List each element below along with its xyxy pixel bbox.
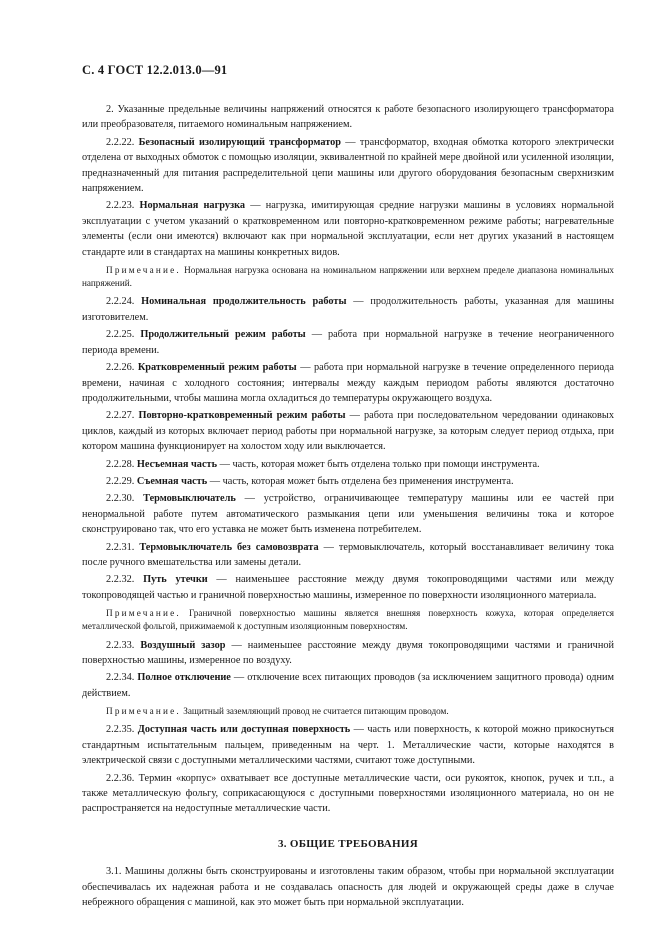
definition-paragraph [82,491,614,537]
page-header: С. 4 ГОСТ 12.2.013.0—91 [82,63,228,77]
clause-number: 2.2.23. [106,200,135,212]
defined-term: Термовыключатель [143,493,236,505]
definition-paragraph [82,294,614,325]
definition-paragraph [82,135,614,197]
definition-text: — часть, которая может быть отделена только при помощи инструмента. [217,458,540,470]
note-text: Нормальная нагрузка основана на номинальном напряжении или верхнем пределе диапазона номинальных напряжений. [82,265,614,289]
clause-number: 2.2.29. [106,475,135,487]
definition-paragraph [82,638,614,669]
definition-text: — продолжительность работы, указанная для машины изготовителем. [82,296,615,323]
definition-paragraph [82,572,614,603]
note-text: Защитный заземляющий провод не считается питающим проводом. [180,706,449,717]
defined-term: Несъемная часть [136,458,218,470]
clause-number: 2.2.25. [106,329,135,341]
clause-number: 2.2.32. [106,574,135,586]
definition-text: — часть, которая может быть отделена без применения инструмента. [207,475,514,487]
defined-term: Термовыключатель без самовозврата [139,541,319,553]
clause-number: 2.2.27. [106,410,135,422]
definition-text: — работа при последовательном чередовании одинаковых циклов, каждый из которых включает период работы при нормальной нагрузке, за которым следует период отдыха, при котором машина функционирует на холостом ходу или выключается. [82,410,614,453]
defined-term: Нормальная нагрузка [139,200,246,212]
definition-paragraph [82,670,614,701]
definition-text: — работа при нормальной нагрузке в течение неограниченного периода времени. [82,329,615,356]
note-paragraph [82,607,614,633]
definition-text: — устройство, ограничивающее температуру машины или ее частей при ненормальной работе путем автоматического размыкания цепи или уменьшения величины тока и которое сконструировано так, что его уставка не может быть изменена потребителем. [82,493,615,536]
paragraph-list [82,102,614,817]
section-paragraph-list [82,864,614,910]
defined-term: Доступная часть или доступная поверхность [137,724,351,736]
defined-term: Номинальная продолжительность работы [141,296,347,308]
definition-text: — нагрузка, имитирующая средние нагрузки машины в условиях нормальной эксплуатации с учетом указаний о кратковременном или повторно-кратковременном режиме работы; нагревательные элементы (если они имеются) включают как при нормальной эксплуатации, если нет других указаний в настоящем стандарте или в стандартах на машины конкретных видов. [82,200,614,258]
section-paragraph: 3.1. Машины должны быть сконструированы и изготовлены таким образом, чтобы при нормальной эксплуатации обеспечивалась их надежная работа и не создавалась опасность для людей и окружающей среды даже в случае небрежного обращения с машиной, как это может быть при нормальной эксплуатации. [82,866,614,909]
note-label: Примечание. [106,265,181,276]
defined-term: Полное отключение [137,672,231,684]
text-paragraph: 2.2.36. Термин «корпус» охватывает все доступные металлические части, оси рукояток, кнопок, ручек и т.п., а также металлическую фольгу, соприкасающуюся с доступными поверхностями изоляционного материала, но он не распространяется на недоступные металлические части. [82,772,614,815]
definition-text: — работа при нормальной нагрузке в течение определенного периода времени, начиная с холодного состояния; интервалы между каждым периодом работы являются достаточно продолжительными, чтобы машина могла охладиться до температуры окружающего воздуха. [82,362,614,404]
definition-paragraph [82,722,614,768]
defined-term: Безопасный изолирующий трансформатор [138,136,342,148]
defined-term: Кратковременный режим работы [137,362,297,374]
section-title: 3. ОБЩИЕ ТРЕБОВАНИЯ [277,837,419,850]
note-label: Примечание. [106,706,181,717]
definition-text: — термовыключатель, который восстанавливает величину тока после ручного вмешательства или замены детали. [82,541,615,568]
clause-number: 2.2.24. [106,296,135,308]
definition-text: — отключение всех питающих проводов (за исключением защитного провода) одним действием. [82,672,614,699]
document-body [82,100,614,910]
defined-term: Воздушный зазор [140,639,226,651]
definition-paragraph [82,198,614,260]
note-text: Граничной поверхностью машины является внешняя поверхность кожуха, которая определяется металлической фольгой, прижимаемой к доступным изоляционным поверхностям. [82,608,614,632]
clause-number: 2.2.30. [106,493,135,505]
definition-paragraph [82,457,614,472]
clause-number: 2.2.28. [106,458,135,470]
text-paragraph: 2. Указанные предельные величины напряжений относятся к работе безопасного изолирующего трансформатора или преобразователя, питаемого номинальным напряжением. [82,104,614,131]
defined-term: Съемная часть [136,475,208,487]
definition-text: — наименьшее расстояние между двумя токопроводящими частями или между токопроводящей частью и граничной поверхностью машины, измеренное по поверхности изоляционного материала. [82,574,614,601]
clause-number: 2.2.31. [106,541,135,553]
note-label: Примечание. [106,608,181,619]
definition-text: — наименьшее расстояние между двумя токопроводящими частями и граничной поверхностью машины, измеренное по воздуху. [82,639,614,666]
clause-number: 2.2.35. [106,724,135,736]
clause-number: 2.2.26. [106,362,135,374]
definition-paragraph [82,540,614,571]
definition-paragraph [82,360,614,406]
definition-paragraph [82,408,614,454]
note-paragraph [82,705,614,718]
clause-number: 2.2.33. [106,639,135,651]
defined-term: Путь утечки [143,574,208,586]
clause-number: 2.2.22. [106,136,135,148]
definition-paragraph [82,474,614,489]
definition-paragraph [82,327,614,358]
clause-number: 2.2.34. [106,672,135,684]
defined-term: Повторно-кратковременный режим работы [138,410,346,422]
note-paragraph [82,264,614,290]
defined-term: Продолжительный режим работы [140,329,306,341]
definition-text: — трансформатор, входная обмотка которого электрически отделена от выходных обмоток с помощью изоляции, эквивалентной по крайней мере двойной или усиленной изоляции, предназначенный для питания распределительной цепи машины или другого оборудования безопасным сверхнизким напряжением. [82,136,614,195]
definition-text: — часть или поверхность, к которой можно прикоснуться стандартным испытательным пальцем, приведенным на черт. 1. Металлические части, которые находятся в электрической связи с доступными металлическими частями, считают тоже доступными. [82,724,614,767]
